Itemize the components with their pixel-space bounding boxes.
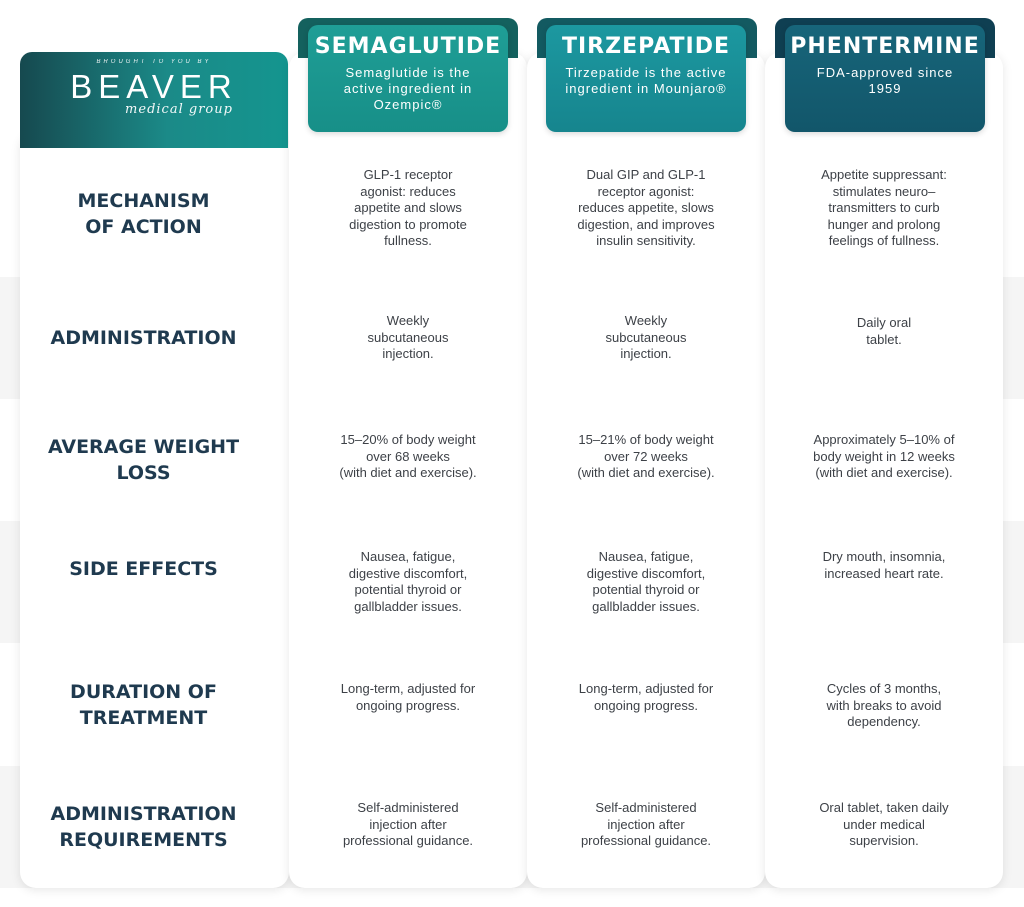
cell-tirzepatide-weight-loss: 15–21% of body weight over 72 weeks (with diet and exercise). (577, 432, 715, 480)
drug-subtitle: Semaglutide is the active ingredient in Ozempic® (343, 65, 473, 112)
cell-phentermine-side-effects: Dry mouth, insomnia, increased heart rate. (822, 549, 946, 581)
cell-semaglutide-duration: Long-term, adjusted for ongoing progress. (340, 681, 476, 713)
row-label-side-effects: SIDE EFFECTS (69, 558, 218, 580)
drug-subtitle: FDA-approved since 1959 (816, 65, 954, 96)
cell-phentermine-weight-loss: Approximately 5–10% of body weight in 12 weeks (with diet and exercise). (813, 432, 955, 480)
cell-tirzepatide-mechanism: Dual GIP and GLP-1 receptor agonist: reduces appetite, slows digestion, and improves insulin sensitivity. (577, 167, 715, 248)
cell-phentermine-admin-requirements: Oral tablet, taken daily under medical supervision. (819, 800, 949, 848)
cell-phentermine-mechanism: Appetite suppressant: stimulates neuro– transmitters to curb hunger and prolong feelings of fullness. (821, 167, 947, 248)
cell-semaglutide-admin-requirements: Self-administered injection after professional guidance. (342, 800, 474, 848)
brand-tagline: BROUGHT TO YOU BY (96, 59, 212, 65)
row-label-admin-requirements: ADMINISTRATION REQUIREMENTS (50, 803, 237, 851)
drug-header-semaglutide (308, 25, 508, 132)
cell-semaglutide-mechanism: GLP-1 receptor agonist: reduces appetite and slows digestion to promote fullness. (349, 167, 467, 248)
row-label-administration: ADMINISTRATION (50, 327, 237, 349)
row-label-weight-loss: AVERAGE WEIGHT LOSS (47, 436, 240, 484)
cell-tirzepatide-duration: Long-term, adjusted for ongoing progress. (578, 681, 714, 713)
cell-semaglutide-administration: Weekly subcutaneous injection. (367, 313, 449, 361)
drug-name: PHENTERMINE (790, 34, 980, 59)
drug-name: TIRZEPATIDE (561, 34, 731, 59)
cell-semaglutide-side-effects: Nausea, fatigue, digestive discomfort, potential thyroid or gallbladder issues. (348, 549, 468, 614)
brand-script: medical group (125, 102, 233, 117)
drug-header-tirzepatide (546, 25, 746, 132)
drug-subtitle: Tirzepatide is the active ingredient in Mounjaro® (565, 65, 727, 96)
row-label-duration: DURATION OF TREATMENT (70, 680, 217, 729)
drug-header-phentermine (785, 25, 985, 132)
cell-phentermine-administration: Daily oral tablet. (856, 315, 912, 347)
cell-tirzepatide-side-effects: Nausea, fatigue, digestive discomfort, potential thyroid or gallbladder issues. (586, 549, 706, 614)
cell-tirzepatide-admin-requirements: Self-administered injection after professional guidance. (580, 800, 712, 848)
cell-tirzepatide-administration: Weekly subcutaneous injection. (605, 313, 687, 361)
row-label-mechanism: MECHANISM OF ACTION (77, 189, 210, 238)
drug-name: SEMAGLUTIDE (314, 34, 502, 59)
cell-phentermine-duration: Cycles of 3 months, with breaks to avoid dependency. (826, 681, 942, 729)
brand-logo (20, 52, 288, 148)
cell-semaglutide-weight-loss: 15–20% of body weight over 68 weeks (with diet and exercise). (339, 432, 477, 480)
brand-name: BEAVER (70, 68, 238, 105)
